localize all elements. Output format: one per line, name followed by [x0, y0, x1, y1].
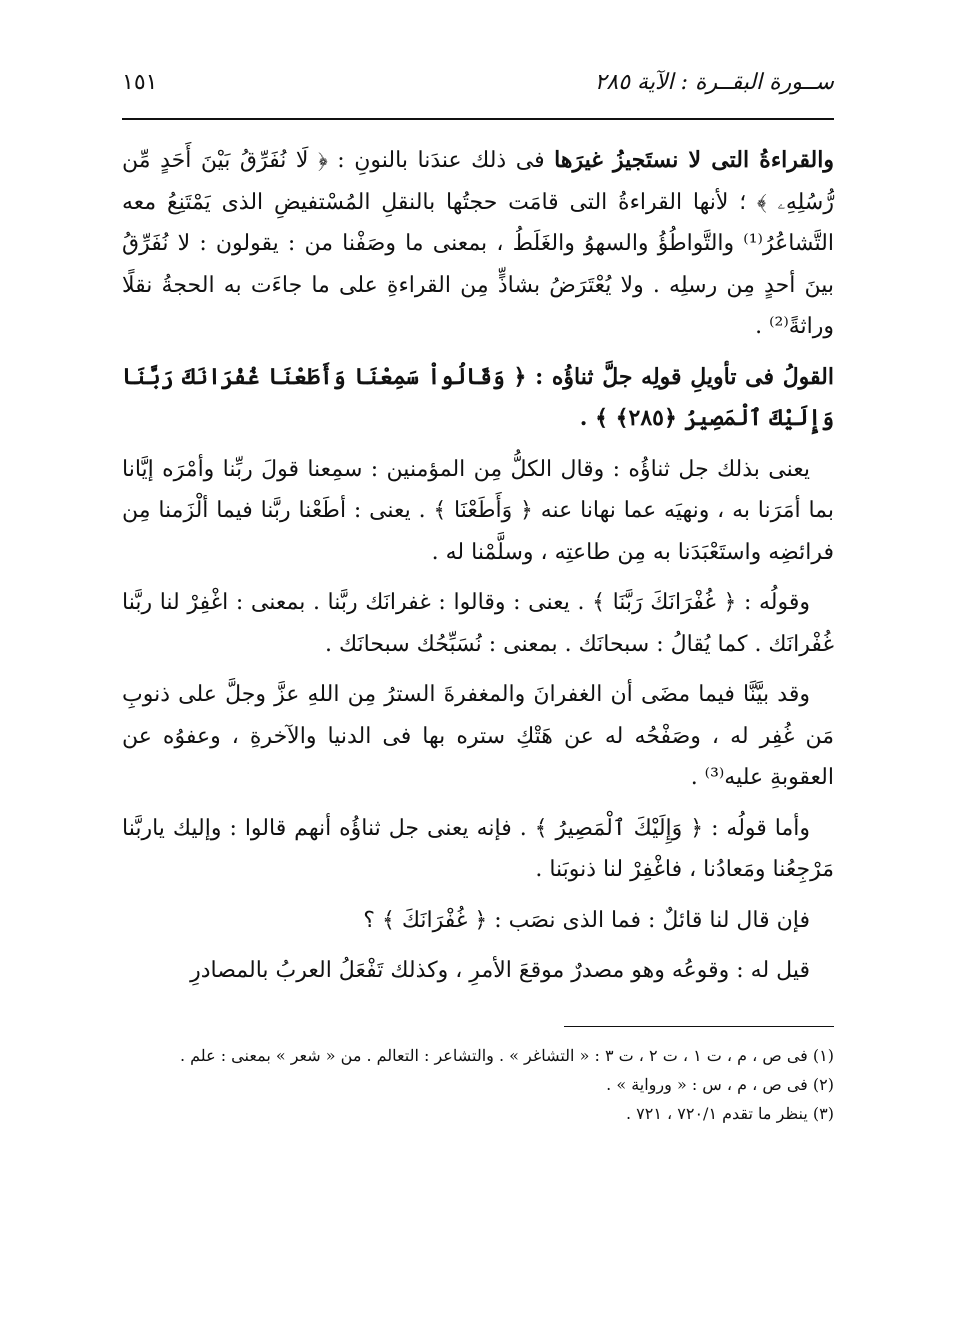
paragraph-text: وأما قولُه : ﴿ وَإِلَيْكَ ٱلْمَصِيرُ ﴾ . فإنه يعنى جل ثناؤُه أنهم قالوا : وإليك ياربَّنا مَرْجِعُنا ومَعادُنا ، فاغْفِرْ لنا ذنوبَنا .: [122, 815, 834, 882]
paragraph: [122, 674, 834, 799]
running-title: ســورة البقــرة : الآية ٢٨٥: [594, 70, 834, 95]
footnote-2: (٢) فى ص ، م ، س : « ورواية » .: [606, 1074, 834, 1094]
footnote-3: (٣) ينظر ما تقدم ٧٢٠/١ ، ٧٢١ .: [625, 1103, 834, 1123]
paragraph-lead: القولُ فى تأويلِ قولِه جلَّ ثناؤُه :: [535, 363, 834, 390]
paragraph-text: قيل له : وقوعُه وهو مصدرٌ موقعَ الأمرِ ، وكذلك تَفْعَلُ العربُ بالمصادرِ: [190, 958, 810, 983]
paragraph-verse-heading: [122, 357, 834, 440]
paragraph: [122, 582, 834, 665]
paragraph: [122, 900, 834, 942]
paragraph-lead: والقراءةُ التى لا نستَجيزُ غيرَها: [554, 147, 834, 173]
body-text: [122, 140, 834, 992]
paragraph: [122, 808, 834, 891]
paragraph-text: فى ذلك عندَنا بالنونِ : ﴿ لَا نُفَرِّقُ بَيْنَ أَحَدٍ مِّن رُّسُلِهِۦ ﴾ ؛ لأنها القراءةُ التى قامَت حجتُها بالنقلِ المُسْتفيضِ الذى يَمْتَنِعُ معه التَّشاعُرُ⁽¹⁾ والتَّواطُؤُ والسهوُ والغَلَطُ ، بمعنى ما وصَفْنا من : يقولون : لا نُفَرِّقُ بينَ أحدٍ مِن رسلِه . ولا يُعْتَرَضُ بشاذٍّ مِن القراءةِ على ما جاءَت به الحجةُ نقلًا وراثةً⁽²⁾ .: [122, 148, 834, 339]
page-number: ١٥١: [122, 70, 158, 95]
footnotes: [122, 1041, 834, 1128]
paragraph-text: وقولُه : ﴿ غُفْرَانَكَ رَبَّنَا ﴾ . يعنى : وقالوا : غفرانَك ربَّنا . بمعنى : اغْفِرْ لنا ربَّنا غُفْرانَك . كما يُقالُ : سبحانَك . بمعنى : نُسَبِّحُك سبحانَك .: [122, 590, 834, 657]
page-header: [122, 70, 834, 110]
paragraph: [122, 950, 834, 992]
paragraph: [122, 449, 834, 574]
paragraph-reading: [122, 140, 834, 348]
verse-quote: ﴿ وَقَالُواْ سَمِعْنَا وَأَطَعْنَا غُفْرَانَكَ رَبَّنَا وَإِلَيْكَ ٱلْمَصِيرُ ﴿٢٨٥﴾ ﴾ .: [122, 363, 834, 431]
book-page: [122, 70, 834, 1310]
footnote-1: (١) فى ص ، م ، ت ١ ، ت ٢ ، ت ٣ : « التشاغر » . والتشاعر : التعالم . من « شعر » بمعنى : علم .: [179, 1045, 834, 1065]
header-rule: [122, 118, 834, 120]
paragraph-text: يعنى بذلك جل ثناؤُه : وقال الكلُّ مِن المؤمنين : سمِعنا قولَ ربِّنا وأمْرَه إيَّانا بما أمَرَنا به ، ونهيَه عما نهانا عنه ﴿ وَأَطَعْنَا ﴾ . يعنى : أطَعْنا ربَّنا فيما ألْزَمنا مِن فرائضِه واستَعْبَدَنا به مِن طاعتِه ، وسلَّمْنا له .: [122, 456, 834, 565]
paragraph-text: وقد بيَّنَّا فيما مضَى أن الغفرانَ والمغفرةَ السترُ مِن اللهِ عزَّ وجلَّ على ذنوبِ مَن غُفِر له ، وصَفْحُه له عن هَتْكِ ستره بها فى الدنيا والآخرةِ ، وعفوُه عن العقوبةِ عليه⁽³⁾ .: [122, 682, 834, 790]
footnote-rule: [564, 1026, 834, 1027]
paragraph-text: فإن قال لنا قائلٌ : فما الذى نصَب : ﴿ غُفْرَانَكَ ﴾ ؟: [363, 907, 810, 933]
